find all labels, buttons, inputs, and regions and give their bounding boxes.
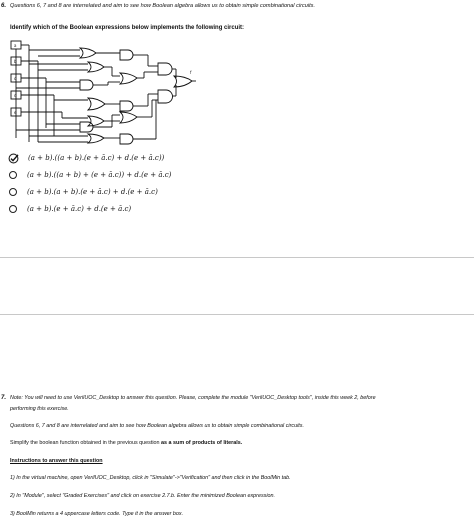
input-a-label: a (14, 43, 17, 48)
or-gate-5 (88, 134, 104, 143)
or-gate-2 (88, 62, 104, 72)
and-gate-6 (158, 63, 172, 75)
instructions-heading: Instructions to answer this question (10, 458, 103, 464)
instruction-step-3: 3) BoolMin returns a 4 uppercase letters code. Type it in the answer box. (10, 511, 184, 517)
divider (0, 314, 474, 315)
and-gate-2 (80, 122, 93, 132)
input-e-label: e (14, 110, 17, 115)
or-gate-1 (80, 48, 96, 58)
option-1[interactable] (9, 151, 171, 165)
option-4-text: (a + b).(e + ā.c) + d.(e + ā.c) (27, 205, 132, 213)
simplify-text: Simplify the boolean function obtained in the previous question (10, 440, 162, 446)
question-7-note-line-1: Note: You will need to use VerilUOC_Desktop to answer this question. Please, complete the module "VerilUOC_Desktop tools", inside this week 2, before (10, 395, 376, 401)
and-gate-5 (120, 134, 133, 144)
instruction-step-1: 1) In the virtual machine, open VerilUOC_Desktop, click in "Simulate"->"Verification" and then click in the BoolMin tab. (10, 475, 291, 481)
question-6-number: 6. (1, 3, 7, 9)
question-7-note-line-2: performing this exercise. (10, 406, 69, 412)
question-7-intro: Questions 6, 7 and 8 are interrelated and aim to see how Boolean algebra allows us to obtain simple combinational circuits. (10, 423, 304, 429)
option-2[interactable] (9, 168, 171, 182)
and-gate-3 (120, 50, 133, 60)
or-gate-6 (120, 73, 137, 84)
question-6-prompt: Identify which of the Boolean expressions below implements the following circuit: (10, 25, 245, 31)
radio-icon[interactable] (9, 188, 17, 196)
option-2-text: (a + b).((a + b) + (e + ā.c)) + d.(e + ā.c) (27, 171, 172, 179)
selected-check-icon[interactable] (9, 154, 18, 163)
or-gate-4 (88, 116, 104, 126)
divider (0, 257, 474, 258)
option-1-text: (a + b).((a + b).(e + ā.c) + d.(e + ā.c)) (28, 154, 165, 162)
and-gate-4 (120, 101, 133, 111)
or-gate-7 (120, 112, 137, 123)
option-3-text: (a + b).(a + b).(e + ā.c) + d.(e + ā.c) (27, 188, 158, 196)
radio-icon[interactable] (9, 171, 17, 179)
output-f-label: f (190, 70, 192, 75)
input-b-label: b (14, 59, 17, 64)
option-3[interactable] (9, 185, 171, 199)
instruction-step-2: 2) In "Module", select "Graded Exercises" and click on exercise 2.7.b. Enter the minimized Boolean expression. (10, 493, 276, 499)
option-4[interactable] (9, 202, 171, 216)
answer-options (9, 151, 171, 219)
and-gate-1 (80, 80, 93, 90)
question-7-number: 7. (1, 395, 7, 401)
question-6-intro: Questions 6, 7 and 8 are interrelated and aim to see how Boolean algebra allows us to obtain simple combinational circuits. (10, 3, 316, 9)
or-gate-3 (88, 98, 105, 110)
and-gate-7 (158, 90, 173, 103)
question-7-simplify (10, 440, 242, 446)
or-gate-output (174, 76, 192, 87)
input-d-label: d (14, 93, 17, 98)
logic-circuit-diagram (8, 38, 198, 150)
input-c-label: c (14, 76, 17, 81)
simplify-bold-text: as a sum of products of literals. (161, 440, 243, 446)
radio-icon[interactable] (9, 205, 17, 213)
